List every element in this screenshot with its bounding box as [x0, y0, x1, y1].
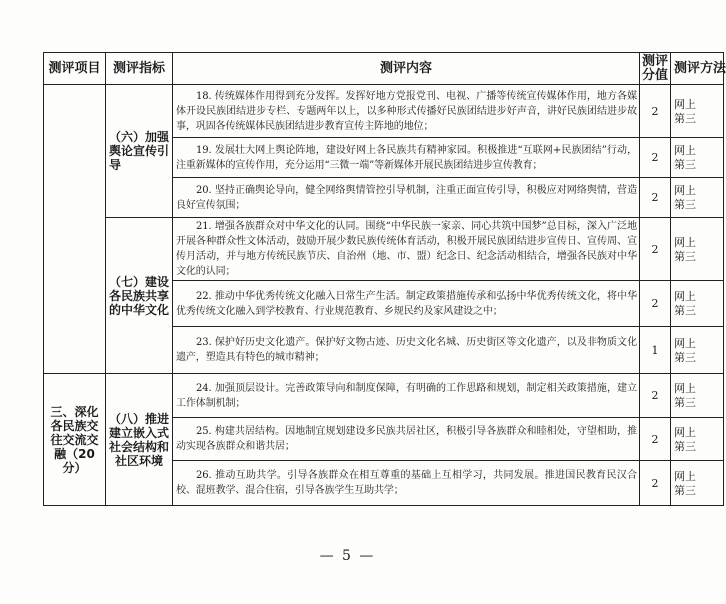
- method-line-1: 网上: [674, 97, 696, 111]
- header-indicator: 测评指标: [106, 53, 173, 85]
- indicator-8: （八）推进建立嵌入式社会结构和社区环境: [106, 374, 173, 506]
- method-line-1: 网上: [674, 235, 696, 249]
- score-20: 2: [640, 178, 671, 218]
- method-18: [671, 85, 724, 138]
- method-26: [671, 461, 724, 506]
- content-25: 25. 构建共居结构。因地制宜规划建设多民族共居社区，积极引导各族群众和睦相处，守望相助，推动实现各族群众和谐共居；: [173, 418, 640, 461]
- table-row: [44, 374, 724, 418]
- score-18: 2: [640, 85, 671, 138]
- score-19: 2: [640, 138, 671, 178]
- method-line-2: 第三: [674, 304, 696, 317]
- method-line-2: 第三: [674, 158, 696, 171]
- method-line-2: 第三: [674, 198, 696, 211]
- method-25: [671, 418, 724, 461]
- method-22: [671, 281, 724, 327]
- method-line-1: 网上: [674, 336, 696, 350]
- indicator-7: （七）建设各民族共享的中华文化: [106, 218, 173, 374]
- method-line-1: 网上: [674, 469, 696, 483]
- score-21: 2: [640, 218, 671, 281]
- method-line-1: 网上: [674, 290, 696, 303]
- method-20: [671, 178, 724, 218]
- project-3: 三、深化各民族交往交流交融（20分）: [44, 374, 106, 506]
- score-22: 2: [640, 281, 671, 327]
- evaluation-table: [43, 52, 724, 506]
- method-23: [671, 327, 724, 374]
- content-26: 26. 推动互助共学。引导各族群众在相互尊重的基础上互相学习，共同发展。推进国民教育民汉合校、混班教学、混合住宿，引导各族学生互助共学；: [173, 461, 640, 506]
- method-line-2: 第三: [674, 439, 696, 453]
- method-line-2: 第三: [674, 249, 696, 263]
- method-line-1: 网上: [674, 425, 696, 439]
- method-21: [671, 218, 724, 281]
- content-22: 22. 推动中华优秀传统文化融入日常生产生活。制定政策措施传承和弘扬中华优秀传统文化，将中华优秀传统文化融入到学校教育、行业规范教育、乡规民约及家风建设之中；: [173, 281, 640, 327]
- content-20: 20. 坚持正确舆论导向，健全网络舆情管控引导机制，注重正面宣传引导，积极应对网络舆情，营造良好宣传氛围；: [173, 178, 640, 218]
- content-18: 18. 传统媒体作用得到充分发挥。发挥好地方党报党刊、电视、广播等传统宣传媒体作用，地方各媒体开设民族团结进步专栏、专题两年以上，以多种形式传播好民族团结进步好声音，讲好民族团结进步故事，巩固各传统媒体民族团结进步教育宣传主阵地的地位；: [173, 85, 640, 138]
- content-24: 24. 加强顶层设计。完善政策导向和制度保障，有明确的工作思路和规划，制定相关政策措施，建立工作体制机制；: [173, 374, 640, 418]
- method-line-2: 第三: [674, 396, 696, 409]
- method-line-2: 第三: [674, 350, 696, 364]
- method-19: [671, 138, 724, 178]
- header-content: 测评内容: [173, 53, 640, 85]
- score-24: 2: [640, 374, 671, 418]
- method-24: [671, 374, 724, 418]
- content-23: 23. 保护好历史文化遗产。保护好文物古迹、历史文化名城、历史街区等文化遗产，以及非物质文化遗产，塑造具有特色的城市精神；: [173, 327, 640, 374]
- header-score: 测评分值: [640, 53, 671, 85]
- project-cell-empty: [44, 85, 106, 374]
- content-21: 21. 增强各族群众对中华文化的认同。围绕“中华民族一家亲、同心共筑中国梦”总目标，深入广泛地开展各种群众性文体活动，鼓励开展少数民族传统体育活动，积极开展民族团结进步宣传日、宣传周、宣传月活动，并与地方传统民族节庆、自治州（地、市、盟）纪念日、纪念活动相结合，增强各民族对中华文化的认同；: [173, 218, 640, 281]
- method-line-2: 第三: [674, 111, 696, 125]
- table-header-row: [44, 53, 724, 85]
- header-project: 测评项目: [44, 53, 106, 85]
- method-line-2: 第三: [674, 483, 696, 497]
- score-23: 1: [640, 327, 671, 374]
- score-25: 2: [640, 418, 671, 461]
- method-line-1: 网上: [674, 184, 696, 197]
- table-row: [44, 85, 724, 138]
- method-line-1: 网上: [674, 144, 696, 157]
- content-19: 19. 发展壮大网上舆论阵地，建设好网上各民族共有精神家园。积极推进“互联网+民族团结”行动，注重新媒体的宣传作用，充分运用“三微一端”等新媒体开展民族团结进步宣传教育；: [173, 138, 640, 178]
- method-line-1: 网上: [674, 382, 696, 395]
- page-number: — 5 —: [319, 548, 376, 564]
- table-row: [44, 218, 724, 281]
- score-26: 2: [640, 461, 671, 506]
- header-method: 测评方法: [671, 53, 724, 85]
- indicator-6: （六）加强舆论宣传引导: [106, 85, 173, 218]
